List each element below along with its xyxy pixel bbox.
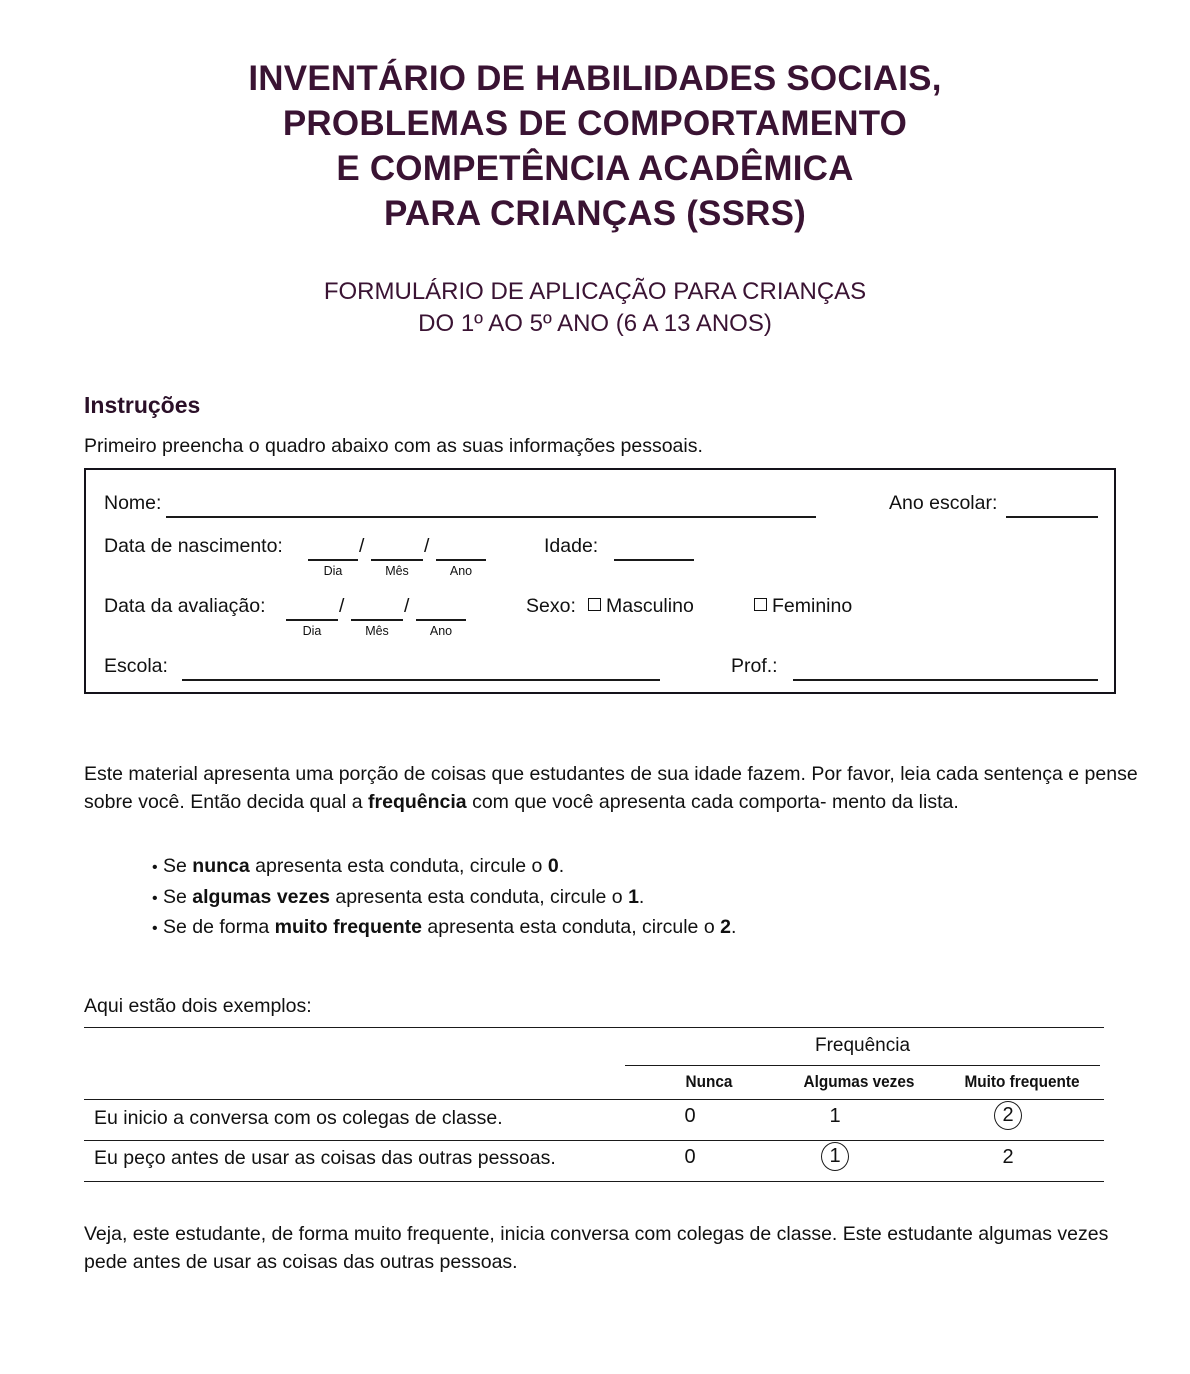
sexo-option-masculino[interactable]	[588, 595, 694, 618]
avaliacao-mes-caption: Mês	[365, 624, 389, 638]
table-group-header-frequencia: Frequência	[814, 1035, 911, 1056]
idade-input-line[interactable]	[614, 559, 694, 561]
table-col-header-nunca: Nunca	[685, 1073, 733, 1091]
bullet-3-mid: apresenta esta conduta, circule o	[421, 916, 721, 938]
intro-line-3: mento da lista.	[831, 791, 959, 813]
bullet-2-post: .	[638, 885, 645, 908]
examples-table	[84, 1027, 1104, 1172]
escola-input-line[interactable]	[182, 679, 660, 681]
avaliacao-dia-line[interactable]	[286, 619, 338, 621]
bullet-item-nunca	[152, 852, 736, 883]
ano-escolar-input-line[interactable]	[1006, 516, 1098, 518]
sexo-label: Sexo:	[526, 595, 576, 617]
avaliacao-slash-2: /	[404, 595, 410, 617]
closing-paragraph	[84, 1220, 1144, 1276]
closing-line-2: algumas vezes pede antes de usar as coisas das outras pessoas.	[84, 1223, 1109, 1273]
nascimento-ano-caption: Ano	[449, 564, 473, 578]
avaliacao-dia-caption: Dia	[302, 624, 322, 638]
data-nascimento-label: Data de nascimento:	[104, 535, 283, 557]
table-top-rule	[84, 1027, 1104, 1028]
nascimento-mes-caption: Mês	[385, 564, 409, 578]
bullet-1-post: .	[558, 855, 565, 877]
title-line-1: INVENTÁRIO DE HABILIDADES SOCIAIS,	[248, 59, 942, 98]
intro-line-2-post: com que você apresenta cada comporta-	[466, 791, 827, 813]
nome-input-line[interactable]	[166, 516, 816, 518]
nascimento-mes-line[interactable]	[371, 559, 423, 561]
sexo-masculino-label: Masculino	[606, 595, 694, 617]
intro-line-1: Este material apresenta uma porção de coisas que estudantes de sua idade fazem. Por favor, leia cada	[84, 763, 979, 785]
bullet-3-bold: muito frequente	[274, 916, 422, 938]
table-row-2-value-nunca[interactable]: 0	[684, 1146, 696, 1168]
closing-line-1: Veja, este estudante, de forma muito frequente, inicia conversa com colegas de classe. Este estudante	[84, 1223, 973, 1245]
bullet-1-num: 0	[547, 855, 559, 877]
bullet-3-post: .	[730, 916, 737, 938]
sexo-feminino-label: Feminino	[772, 595, 853, 617]
bullet-3-pre: Se de forma	[163, 916, 275, 938]
prof-label: Prof.:	[731, 655, 778, 677]
bullet-2-pre: Se	[163, 885, 193, 908]
bullet-item-algumas-vezes	[152, 883, 736, 914]
instructions-heading: Instruções	[84, 392, 201, 418]
bullet-dot-icon	[152, 883, 163, 914]
idade-label: Idade:	[544, 535, 599, 557]
title-line-2: PROBLEMAS DE COMPORTAMENTO	[282, 104, 908, 143]
bullet-item-muito-frequente	[152, 913, 736, 944]
title-line-4: PARA CRIANÇAS (SSRS)	[383, 194, 807, 233]
checkbox-feminino[interactable]	[754, 598, 767, 611]
bullet-dot-icon	[152, 913, 163, 944]
table-bottom-rule	[84, 1181, 1104, 1182]
title-line-3: E COMPETÊNCIA ACADÊMICA	[336, 149, 854, 188]
document-title	[0, 56, 1190, 236]
bullet-2-mid: apresenta esta conduta, circule o	[329, 885, 629, 908]
bullet-3-num: 2	[720, 916, 731, 938]
circle-marker: 2	[994, 1101, 1022, 1130]
checkbox-masculino[interactable]	[588, 598, 601, 611]
subtitle-line-1: FORMULÁRIO DE APLICAÇÃO PARA CRIANÇAS	[323, 278, 867, 305]
avaliacao-ano-caption: Ano	[429, 624, 453, 638]
table-col-header-muito-frequente: Muito frequente	[964, 1073, 1080, 1091]
bullet-1-pre: Se	[163, 855, 193, 877]
table-col-header-algumas-vezes: Algumas vezes	[803, 1073, 915, 1091]
sexo-option-feminino[interactable]	[754, 595, 852, 618]
table-row-1-value-nunca[interactable]: 0	[684, 1105, 696, 1127]
avaliacao-slash-1: /	[339, 595, 345, 617]
instructions-lead-text: Primeiro preencha o quadro abaixo com as suas informações pessoais.	[84, 435, 703, 457]
escola-label: Escola:	[104, 655, 168, 677]
nascimento-dia-caption: Dia	[323, 564, 343, 578]
table-row-2-item: Eu peço antes de usar as coisas das outras pessoas.	[94, 1147, 556, 1169]
table-group-rule	[625, 1065, 1100, 1066]
bullet-dot-icon	[152, 852, 163, 883]
intro-paragraph	[84, 760, 1139, 816]
table-row-1-value-algumas-vezes[interactable]: 1	[829, 1105, 841, 1127]
ano-escolar-label: Ano escolar:	[889, 492, 998, 514]
frequency-bullet-list	[152, 852, 736, 944]
document-subtitle	[0, 276, 1190, 340]
bullet-1-bold: nunca	[192, 855, 250, 877]
avaliacao-mes-line[interactable]	[351, 619, 403, 621]
bullet-1-mid: apresenta esta conduta, circule o	[249, 855, 548, 877]
circle-marker: 1	[821, 1142, 849, 1171]
subtitle-line-2: DO 1º AO 5º ANO (6 A 13 ANOS)	[418, 310, 772, 337]
nascimento-ano-line[interactable]	[436, 559, 486, 561]
nascimento-dia-line[interactable]	[308, 559, 358, 561]
nascimento-slash-2: /	[424, 535, 430, 557]
table-row-2-value-algumas-vezes-selected[interactable]	[815, 1142, 855, 1171]
table-row-1-item: Eu inicio a conversa com os colegas de classe.	[94, 1107, 503, 1129]
examples-intro-label: Aqui estão dois exemplos:	[84, 995, 312, 1017]
bullet-2-bold: algumas vezes	[192, 885, 330, 908]
intro-line-2-pre: sentença e pense sobre você. Então decida qual a	[84, 763, 1138, 813]
bullet-2-num: 1	[628, 885, 639, 908]
nome-label: Nome:	[104, 492, 162, 514]
table-row-1-bottom-rule	[84, 1140, 1104, 1141]
table-row-1-value-muito-frequente-selected[interactable]	[988, 1101, 1028, 1130]
table-row-2-value-muito-frequente[interactable]: 2	[1002, 1146, 1014, 1168]
data-avaliacao-label: Data da avaliação:	[104, 595, 266, 617]
personal-info-form-box	[84, 468, 1116, 694]
nascimento-slash-1: /	[359, 535, 365, 557]
table-header-bottom-rule	[84, 1099, 1104, 1100]
intro-bold-frequencia: frequência	[368, 791, 467, 813]
prof-input-line[interactable]	[793, 679, 1098, 681]
avaliacao-ano-line[interactable]	[416, 619, 466, 621]
